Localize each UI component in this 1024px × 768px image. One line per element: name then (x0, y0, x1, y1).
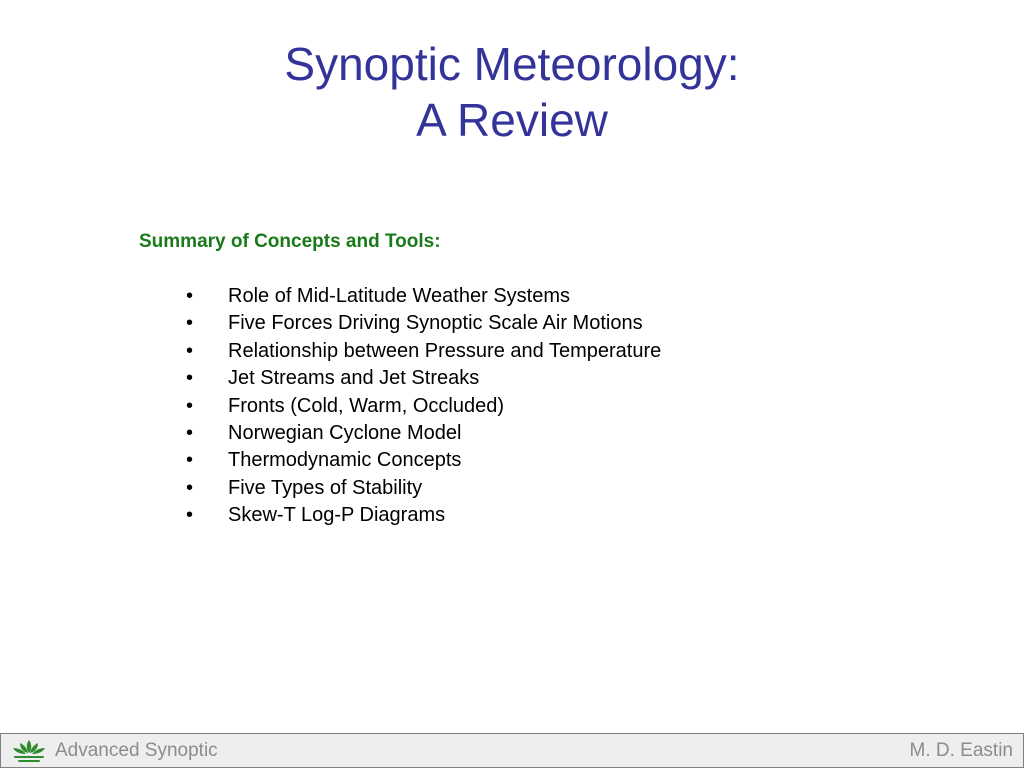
slide-footer (0, 733, 1024, 768)
bullet-icon: • (186, 285, 194, 307)
footer-course-name: Advanced Synoptic (55, 740, 218, 761)
summary-heading: Summary of Concepts and Tools: (139, 231, 441, 252)
list-item (186, 283, 661, 310)
bullet-icon: • (186, 504, 194, 527)
list-item (186, 393, 661, 420)
list-item-text: Fronts (Cold, Warm, Occluded) (228, 394, 504, 417)
bullet-icon: • (186, 422, 194, 445)
list-item-text: Jet Streams and Jet Streaks (228, 367, 480, 390)
list-item (186, 420, 661, 447)
list-item (186, 338, 661, 365)
list-item-text: Thermodynamic Concepts (228, 449, 462, 472)
bullet-icon: • (186, 367, 194, 390)
list-item (186, 475, 661, 502)
concepts-list (186, 283, 661, 530)
list-item-text: Skew-T Log-P Diagrams (228, 504, 446, 527)
bullet-icon: • (186, 312, 194, 335)
list-item-text: Relationship between Pressure and Temperature (228, 339, 662, 362)
green-leaf-logo-icon (11, 738, 47, 764)
slide-title-line1: Synoptic Meteorology: (284, 38, 740, 90)
list-item (186, 310, 661, 337)
list-item (186, 502, 661, 529)
slide-title-line2: A Review (416, 94, 608, 146)
bullet-icon: • (186, 449, 194, 472)
list-item (186, 365, 661, 392)
footer-author: M. D. Eastin (909, 740, 1013, 761)
bullet-icon: • (186, 339, 194, 362)
list-item-text: Five Forces Driving Synoptic Scale Air Motions (228, 312, 643, 335)
list-item-text: Norwegian Cyclone Model (228, 422, 462, 445)
list-item-text: Five Types of Stability (228, 476, 423, 499)
slide-title (0, 36, 1024, 148)
bullet-icon: • (186, 394, 194, 417)
list-item-text: Role of Mid-Latitude Weather Systems (228, 285, 571, 307)
bullet-icon: • (186, 476, 194, 499)
list-item (186, 447, 661, 474)
